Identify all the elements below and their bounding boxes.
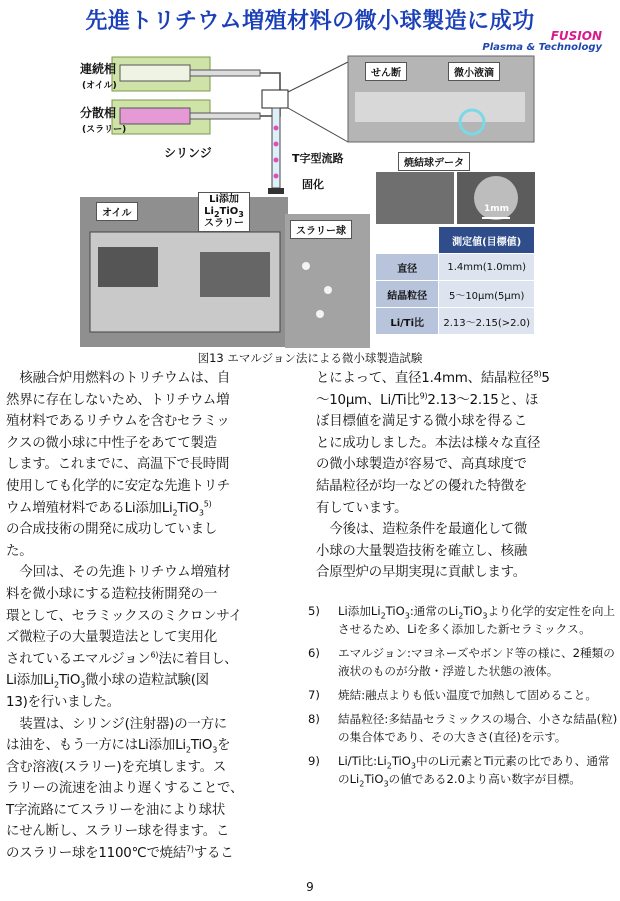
scale-bar-label: 1mm <box>484 204 510 214</box>
body-line: 含む溶液(スラリー)を充填します。ス <box>6 759 227 775</box>
table-row: 結晶粒径 5〜10μm(5μm) <box>376 281 535 308</box>
tag-oil: オイル <box>96 202 138 221</box>
body-line: 使用しても化学的に安定な先進トリチ <box>6 478 230 494</box>
footnote-5: 5) Li添加$Li_2TiO_3$:通常の$Li_2TiO_3$より化学的安定性を向上させるため、Liを多く添加した新セラミックス。 <box>308 604 616 636</box>
body-line: ぼ目標値を満足する微小球を得るこ <box>316 414 528 430</box>
body-left-column <box>6 368 302 865</box>
tag-slurry-ball: スラリー球 <box>290 220 352 239</box>
figure-caption: 図13 エマルジョン法による微小球製造試験 <box>197 351 423 365</box>
label-syringe: シリンジ <box>164 146 212 160</box>
body-line: 結晶粒径が均一などの優れた特徴を <box>316 478 528 494</box>
page-title: 先進トリチウム増殖材料の微小球製造に成功 <box>85 9 535 34</box>
body-line: の合成技術の開発に成功していまし <box>6 522 218 538</box>
body-line: ズ微粒子の大量製造法として実用化 <box>6 630 218 646</box>
body-line: T字流路にてスラリーを油により球状 <box>6 802 226 818</box>
measurement-table <box>375 226 535 335</box>
body-line: にせん断し、スラリー球を得ます。こ <box>6 824 230 840</box>
label-dispersed-phase: 分散相 <box>80 106 117 120</box>
body-line: ウム増殖材料であるLi添加$Li_2TiO_3^{5)}$ <box>6 499 212 518</box>
body-line: されているエマルジョン$^{6)}$法に着目し、 <box>6 650 238 667</box>
tag-li-slurry: Li添加 $Li_2TiO_3$ スラリー <box>198 192 250 232</box>
label-solidify: 固化 <box>302 178 324 191</box>
body-line: 今後は、造粒条件を最適化して微 <box>329 522 528 538</box>
body-line: 料を微小球にする造粒技術開発の一 <box>6 586 218 602</box>
logo-subtitle: Plasma & Technology <box>482 42 602 53</box>
body-line: します。これまでに、高温下で長時間 <box>6 457 230 473</box>
body-line: 然界に存在しないため、トリチウム増 <box>6 392 230 408</box>
page-number: 9 <box>306 880 314 894</box>
footnotes <box>306 602 618 794</box>
footnote-8: 8) 結晶粒径:多結晶セラミックスの場合、小さな結晶(粒)の集合体であり、その大きさ(直径)を示す。 <box>308 712 618 744</box>
label-oil: (オイル) <box>82 81 117 91</box>
body-line: 小球の大量製造技術を確立し、核融 <box>316 543 528 559</box>
body-line: Li添加$Li_2TiO_3$微小球の造粒試験(図 <box>6 673 209 690</box>
body-line: 有しています。 <box>316 500 408 516</box>
logo <box>482 30 602 54</box>
logo-fusion: FUSION <box>550 29 602 43</box>
body-right-column <box>316 368 616 584</box>
body-line: クスの微小球に中性子をあてて製造 <box>6 435 217 451</box>
body-line: のスラリー球を1100℃で焼結$^{7)}$するこ <box>6 844 234 862</box>
body-line: 今回は、その先進トリチウム増殖材 <box>19 565 231 581</box>
body-line: 環として、セラミックスのミクロンサイ <box>6 608 242 624</box>
label-continuous-phase: 連続相 <box>80 62 117 76</box>
tag-droplet: 微小液滴 <box>448 62 500 81</box>
table-row: Li/Ti比 2.13〜2.15(>2.0) <box>376 308 535 335</box>
body-line: ラリーの流速を油より遅くすることで、 <box>6 781 244 797</box>
body-line: 〜10μm、Li/Ti比$^{9)}$2.13〜2.15と、ほ <box>316 391 539 408</box>
body-line: 核融合炉用燃料のトリチウムは、自 <box>19 371 231 386</box>
body-line: の微小球製造が容易で、高真球度で <box>316 457 527 473</box>
footnote-9: 9) Li/Ti比$:Li_2TiO_3$中のLi元素とTi元素の比であり、通常の$Li_2TiO_3$の値である2.0より高い数字が目標。 <box>308 754 610 789</box>
label-slurry: (スラリー) <box>82 125 127 135</box>
label-t-junction: T字型流路 <box>292 152 344 165</box>
footnote-6: 6) エマルジョン:マヨネーズやボンド等の様に、2種類の液状のものが分散・浮遊した状態の液体。 <box>308 646 615 678</box>
body-line: とによって、直径1.4mm、結晶粒径$^{8)}$5 <box>316 369 550 386</box>
footnote-7: 7) 焼結:融点よりも低い温度で加熱して固めること。 <box>308 688 597 702</box>
body-line: とに成功しました。本法は様々な直径 <box>316 435 541 451</box>
table-header: 測定値(目標値) <box>439 227 535 254</box>
figure-13 <box>80 52 535 348</box>
body-line: 合原型炉の早期実現に貢献します。 <box>316 565 526 581</box>
tag-shear: せん断 <box>365 62 407 81</box>
body-line: は油を、もう一方にはLi添加$Li_2TiO_3$を <box>6 738 231 755</box>
body-line: 殖材料であるリチウムを含むセラミッ <box>6 414 230 430</box>
table-row: 直径 1.4mm(1.0mm) <box>376 254 535 281</box>
tag-sintered-data: 焼結球データ <box>398 152 470 171</box>
body-line: 13)を行いました。 <box>6 694 120 710</box>
body-line: 装置は、シリンジ(注射器)の一方に <box>19 716 227 732</box>
body-line: た。 <box>6 543 33 559</box>
